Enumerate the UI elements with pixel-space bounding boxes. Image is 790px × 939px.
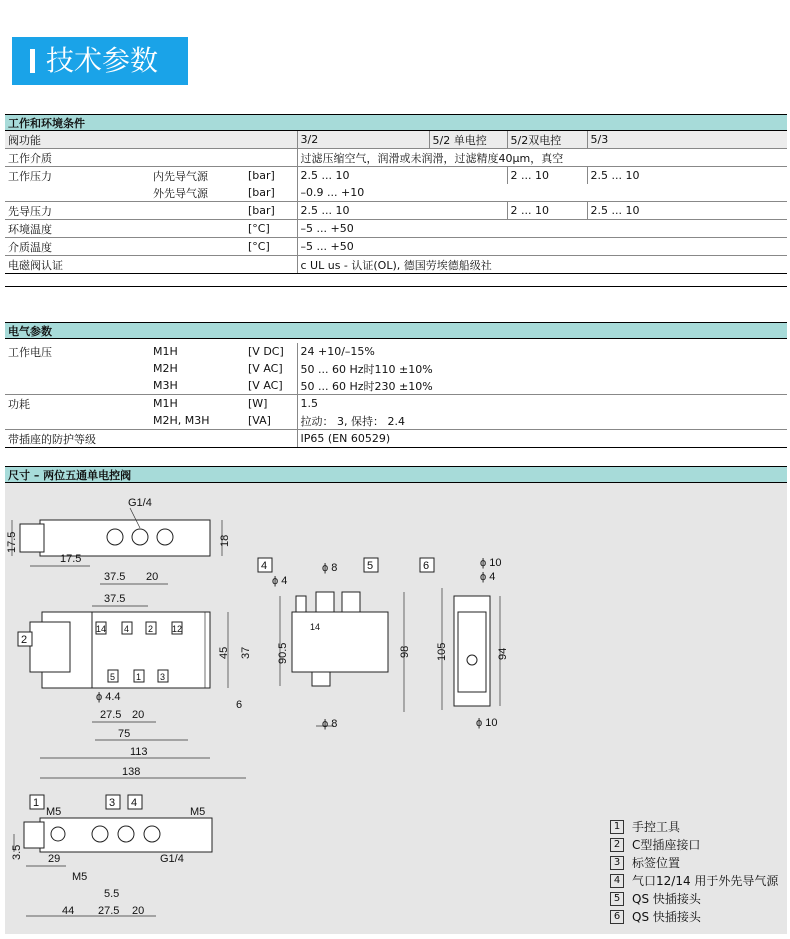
row-sub: M1H: [153, 397, 178, 410]
port-2: 2: [148, 624, 154, 634]
row-sub: 内先导气源: [153, 169, 208, 183]
top-view: [6, 497, 231, 584]
legend-item: [610, 854, 778, 872]
legend-num: 6: [610, 910, 624, 924]
dim-90-5: 90.5: [277, 642, 289, 664]
row-sub: M2H: [153, 362, 178, 375]
dim-m5c: M5: [72, 871, 88, 883]
dim-m5b: M5: [190, 806, 206, 818]
port-1: 1: [136, 672, 142, 682]
dim-17-5b: 17.5: [60, 553, 82, 565]
legend-item: [610, 818, 778, 836]
row-sub: M1H: [153, 345, 178, 358]
dim-phi-8b: ϕ 8: [322, 718, 338, 730]
dim-g14: G1/4: [128, 497, 152, 509]
dim-27-5b: 27.5: [98, 905, 120, 917]
dim-113: 113: [130, 746, 148, 758]
dim-phi-4-4: ϕ 4.4: [96, 691, 121, 703]
port-14: 14: [96, 624, 107, 634]
col-5-2-single: 5/2 单电控: [429, 131, 507, 149]
dim-37: 37: [240, 646, 252, 659]
callout-6: 6: [423, 560, 430, 572]
row-value: 2 ... 10: [507, 167, 587, 185]
legend-item: [610, 872, 778, 890]
row-value: 50 ... 60 Hz时110 ±10%: [297, 360, 787, 377]
legend-text: QS 快插接头: [632, 910, 701, 924]
row-value: 2.5 ... 10: [297, 202, 507, 220]
port-14-side: 14: [310, 622, 321, 632]
row-sub: 外先导气源: [150, 184, 245, 202]
callout-2: 2: [21, 634, 28, 646]
legend-num: 1: [610, 820, 624, 834]
row-unit: [bar]: [248, 169, 275, 182]
port-5: 5: [110, 672, 116, 682]
dim-g14b: G1/4: [160, 853, 184, 865]
callout-1: 1: [33, 797, 40, 809]
dims-heading: 尺寸 – 两位五通单电控阀: [5, 466, 787, 483]
col-5-2-double: 5/2双电控: [507, 131, 587, 149]
legend-item: [610, 890, 778, 908]
legend: [610, 818, 778, 926]
dim-98: 98: [399, 645, 411, 658]
dim-94: 94: [497, 647, 509, 660]
row-value: c UL us - 认证(OL), 德国劳埃德船级社: [297, 256, 787, 274]
row-value: 2.5 ... 10: [297, 167, 507, 185]
dim-105: 105: [436, 642, 448, 661]
bottom-view: [11, 795, 212, 917]
side-view: [258, 558, 411, 730]
row-name: 先导压力: [5, 202, 150, 220]
row-unit: [°C]: [245, 238, 297, 256]
dim-phi-4: ϕ 4: [272, 575, 288, 587]
dim-37-5b: 37.5: [104, 593, 126, 605]
port-12: 12: [172, 624, 183, 634]
legend-num: 2: [610, 838, 624, 852]
front-view: [18, 593, 252, 778]
row-unit: [V AC]: [245, 377, 297, 395]
legend-text: QS 快插接头: [632, 892, 701, 906]
dim-44: 44: [62, 905, 75, 917]
callout-5: 5: [367, 560, 374, 572]
row-value: 50 ... 60 Hz时230 ±10%: [297, 377, 787, 395]
dim-37-5: 37.5: [104, 571, 126, 583]
row-value: 2.5 ... 10: [587, 202, 787, 220]
elec-heading: 电气参数: [5, 322, 787, 339]
row-value: –5 ... +50: [297, 220, 787, 238]
row-name: 带插座的防护等级: [5, 430, 150, 448]
col-3-2: 3/2: [297, 131, 429, 149]
callout-4b: 4: [131, 797, 138, 809]
dim-phi-4b: ϕ 4: [480, 571, 496, 583]
callout-3: 3: [109, 797, 116, 809]
dim-6: 6: [236, 699, 243, 711]
dim-27-5: 27.5: [100, 709, 122, 721]
row-name: 电磁阀认证: [5, 256, 150, 274]
row-value: –0.9 ... +10: [297, 184, 787, 202]
row-value: 24 +10/–15%: [297, 343, 787, 360]
dim-17-5: 17.5: [6, 531, 18, 553]
legend-text: 标签位置: [632, 856, 681, 870]
legend-num: 5: [610, 892, 624, 906]
row-name: 工作电压: [8, 345, 52, 359]
end-view: [420, 557, 509, 729]
dim-18: 18: [219, 534, 231, 547]
legend-num: 4: [610, 874, 624, 888]
dim-3-5: 3.5: [11, 844, 23, 860]
row-unit: [bar]: [245, 202, 297, 220]
col-5-3: 5/3: [587, 131, 787, 149]
row-value: –5 ... +50: [297, 238, 787, 256]
row-unit: [bar]: [245, 184, 297, 202]
row-name: 工作压力: [8, 169, 52, 183]
legend-text: 气口12/14 用于外先导气源: [632, 874, 779, 888]
row-value: 过滤压缩空气，润滑或未润滑，过滤精度40μm，真空: [297, 149, 787, 167]
valve-function-label: 阀功能: [5, 131, 297, 149]
row-value: IP65 (EN 60529): [297, 430, 787, 448]
legend-text: C型插座接口: [632, 838, 701, 852]
row-value: 拉动： 3, 保持： 2.4: [297, 412, 787, 430]
row-name: 介质温度: [5, 238, 150, 256]
dim-20c: 20: [132, 905, 145, 917]
row-sub: M2H, M3H: [150, 412, 245, 430]
row-value: 2 ... 10: [507, 202, 587, 220]
row-sub: M3H: [150, 377, 245, 395]
row-value: 1.5: [297, 395, 787, 413]
dim-phi-10: ϕ 10: [480, 557, 502, 569]
port-4: 4: [124, 624, 130, 634]
banner-title: 技术参数: [46, 44, 159, 77]
dim-29: 29: [48, 853, 61, 865]
dim-5-5: 5.5: [104, 888, 120, 900]
row-unit: [VA]: [245, 412, 297, 430]
legend-item: [610, 836, 778, 854]
row-value: 2.5 ... 10: [587, 167, 787, 185]
dim-m5: M5: [46, 806, 62, 818]
row-unit: [W]: [248, 397, 268, 410]
legend-text: 手控工具: [632, 820, 681, 834]
dim-75: 75: [118, 728, 131, 740]
dim-20b: 20: [132, 709, 145, 721]
row-name: 环境温度: [5, 220, 150, 238]
row-unit: [V DC]: [248, 345, 284, 358]
row-name: 工作介质: [5, 149, 150, 167]
callout-4: 4: [261, 560, 268, 572]
dim-138: 138: [122, 766, 141, 778]
legend-item: [610, 908, 778, 926]
row-unit: [V AC]: [248, 362, 283, 375]
row-unit: [°C]: [245, 220, 297, 238]
dim-20: 20: [146, 571, 159, 583]
port-3: 3: [160, 672, 166, 682]
row-name: 功耗: [8, 397, 30, 411]
dim-45: 45: [218, 646, 230, 659]
dim-phi-8: ϕ 8: [322, 562, 338, 574]
legend-num: 3: [610, 856, 624, 870]
dim-phi-10b: ϕ 10: [476, 717, 498, 729]
env-heading: 工作和环境条件: [5, 114, 787, 131]
